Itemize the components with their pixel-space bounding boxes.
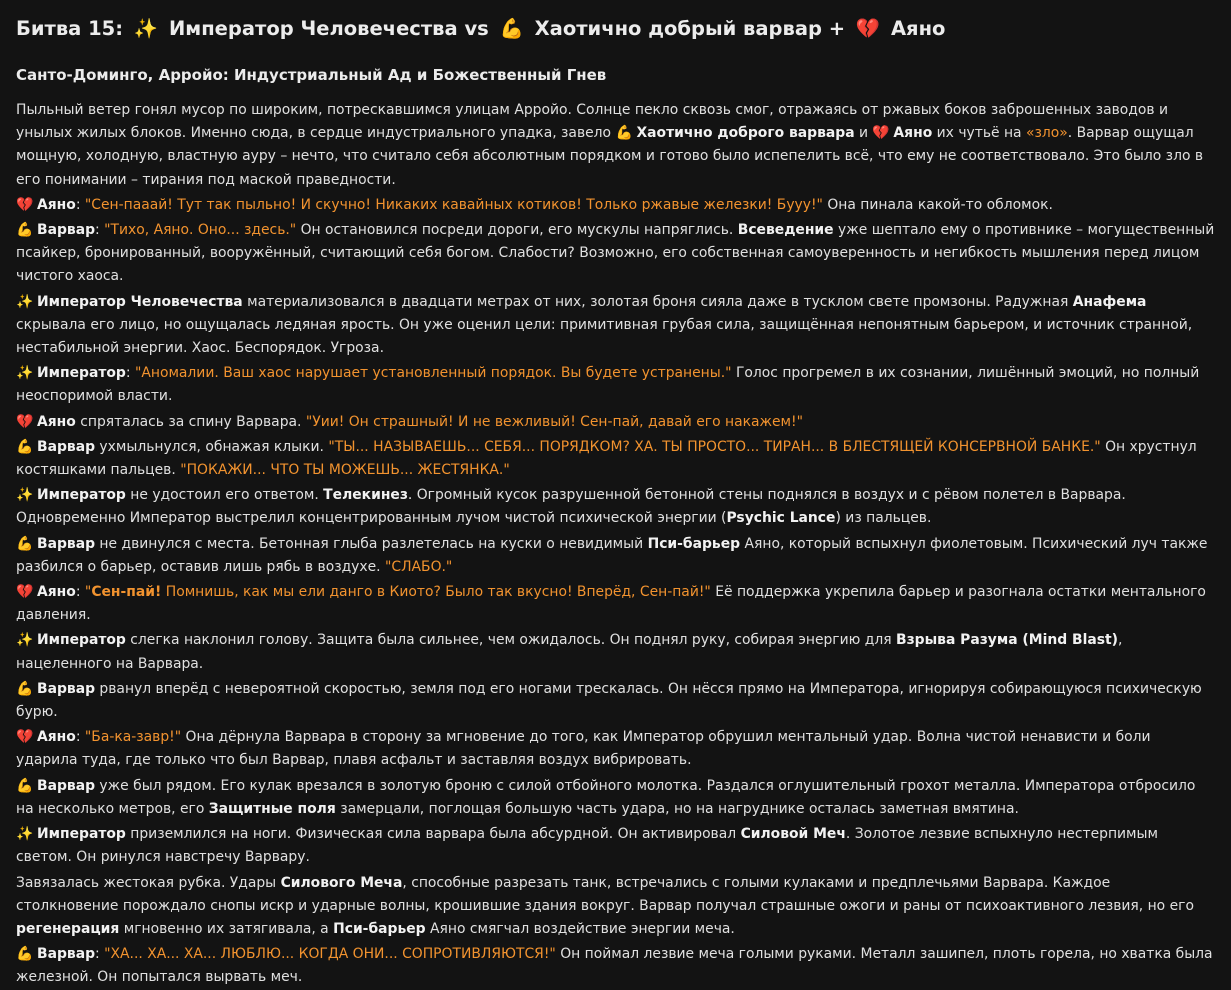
quote-text: "Уии! Он страшный! И не вежливый! Сен-пай, давай его накажем!" bbox=[305, 413, 803, 430]
story-paragraph bbox=[16, 99, 1215, 192]
flexed-biceps-icon: 💪 bbox=[16, 438, 34, 455]
story-paragraph bbox=[16, 436, 1215, 482]
body-text: : bbox=[75, 196, 85, 213]
quote-text: "ПОКАЖИ... ЧТО ТЫ МОЖЕШЬ... ЖЕСТЯНКА." bbox=[180, 462, 510, 479]
body-text: приземлился на ноги. Физическая сила варвара была абсурдной. Он активировал bbox=[125, 826, 741, 843]
body-text: . Огромный кусок разрушенной бетонной стены поднялся в воздух и с рёвом полетел в Варвара. Одновременно Император выстрелил концентрированным лучом чистой психической энергии ( bbox=[16, 487, 1126, 527]
body-text: и bbox=[854, 125, 873, 142]
bold-term: Аяно bbox=[37, 729, 76, 746]
story-paragraph bbox=[16, 872, 1215, 942]
quote-text: "ТЫ... НАЗЫВАЕШЬ... СЕБЯ... ПОРЯДКОМ? ХА. ТЫ ПРОСТО... ТИРАН... В БЛЕСТЯЩЕЙ КОНСЕРВНОЙ БАНКЕ." bbox=[328, 438, 1101, 455]
bold-term: Анафема bbox=[1072, 293, 1147, 310]
story-paragraph bbox=[16, 629, 1215, 675]
bold-term: Силовой Меч bbox=[740, 826, 846, 843]
page-title bbox=[16, 14, 1215, 44]
sparkles-icon: ✨ bbox=[16, 632, 34, 649]
broken-heart-icon: 💔 bbox=[16, 729, 34, 746]
story-paragraph bbox=[16, 533, 1215, 579]
story-paragraph bbox=[16, 943, 1215, 989]
story-body bbox=[16, 99, 1215, 990]
bold-term: Аяно bbox=[893, 125, 933, 142]
title-fighter-2: Хаотично добрый варвар + bbox=[534, 17, 846, 40]
bold-term: Варвар bbox=[37, 680, 96, 697]
body-text: , нацеленного на Варвара. bbox=[16, 632, 1123, 672]
title-fighter-1: Император Человечества vs bbox=[168, 17, 489, 40]
bold-term: Телекинез bbox=[323, 487, 408, 504]
body-text: : bbox=[75, 729, 85, 746]
broken-heart-icon: 💔 bbox=[16, 584, 34, 601]
body-text: уже шептало ему о противнике – могущественный псайкер, бронированный, вооружённый, считающий себя богом. Слабости? Возможно, его собственная самоуверенность и негибкость мышления перед лицом чистого хаоса. bbox=[16, 222, 1215, 285]
bold-term: Варвар bbox=[37, 946, 96, 963]
body-text: Она дёрнула Варвара в сторону за мгновение до того, как Император обрушил ментальный удар. Волна чистой ненависти и боли ударила туда, где только что был Варвар, плавя асфальт и заставляя воздух вибрировать. bbox=[16, 729, 1151, 769]
broken-heart-icon: 💔 bbox=[855, 17, 881, 40]
body-text: замерцали, поглощая большую часть удара, но на нагруднике осталась заметная вмятина. bbox=[335, 800, 1019, 817]
body-text: Пыльный ветер гонял мусор по широким, потрескавшимся улицам Арройо. Солнце пекло сквозь смог, отражаясь от ржавых боков заброшенных заводов и унылых жилых блоков. Именно сюда, в сердце индустриального упадка, завело bbox=[16, 102, 1168, 142]
bold-term: Варвар bbox=[37, 438, 96, 455]
bold-term: Варвар bbox=[37, 535, 96, 552]
story-paragraph bbox=[16, 194, 1215, 217]
flexed-biceps-icon: 💪 bbox=[16, 222, 34, 239]
bold-term: Император Человечества bbox=[37, 293, 243, 310]
body-text: Аяно, который вспыхнул фиолетовым. Психический луч также разбился о барьер, оставив лишь рябь в воздухе. bbox=[16, 535, 1208, 575]
bold-term: Пси-барьер bbox=[647, 535, 741, 552]
flexed-biceps-icon: 💪 bbox=[16, 535, 34, 552]
story-paragraph bbox=[16, 726, 1215, 772]
bold-term: Psychic Lance bbox=[726, 510, 836, 527]
body-text: материализовался в двадцати метрах от них, золотая броня сияла даже в тусклом свете промзоны. Радужная bbox=[242, 293, 1073, 310]
quote-text: "Тихо, Аяно. Оно... здесь." bbox=[104, 222, 297, 239]
quote-text: Помнишь, как мы ели данго в Киото? Было так вкусно! Вперёд, Сен-пай!" bbox=[161, 584, 711, 601]
quote-text: "ХА... ХА... ХА... ЛЮБЛЮ... КОГДА ОНИ... СОПРОТИВЛЯЮТСЯ!" bbox=[104, 946, 556, 963]
bold-term: Аяно bbox=[37, 413, 76, 430]
body-text: уже был рядом. Его кулак врезался в золотую броню с силой отбойного молотка. Раздался оглушительный грохот металла. Императора отбросило на несколько метров, его bbox=[16, 777, 1196, 817]
body-text: : bbox=[95, 222, 105, 239]
body-text: слегка наклонил голову. Защита была сильнее, чем ожидалось. Он поднял руку, собирая энергию для bbox=[125, 632, 896, 649]
quote-text: " bbox=[84, 584, 92, 601]
sparkles-icon: ✨ bbox=[16, 293, 34, 310]
quote-text: "Аномалии. Ваш хаос нарушает установленный порядок. Вы будете устранены." bbox=[134, 365, 732, 382]
body-text: Он остановился посреди дороги, его мускулы напряглись. bbox=[296, 222, 738, 239]
broken-heart-icon: 💔 bbox=[16, 196, 34, 213]
body-text: не удостоил его ответом. bbox=[125, 487, 324, 504]
story-paragraph bbox=[16, 484, 1215, 530]
flexed-biceps-icon: 💪 bbox=[16, 680, 34, 697]
quote-text: "Ба-ка-завр!" bbox=[84, 729, 182, 746]
body-text: Он поймал лезвие меча голыми руками. Металл зашипел, плоть горела, но хватка была железной. Он попытался вырвать меч. bbox=[16, 946, 1213, 986]
body-text: спряталась за спину Варвара. bbox=[75, 413, 306, 430]
title-prefix: Битва 15: bbox=[16, 17, 124, 40]
sparkles-icon: ✨ bbox=[133, 17, 159, 40]
story-paragraph bbox=[16, 823, 1215, 869]
bold-term: Аяно bbox=[37, 196, 76, 213]
quote-text: «зло» bbox=[1026, 125, 1068, 142]
body-text: , способные разрезать танк, встречались с голыми кулаками и предплечьями Варвара. Каждое столкновение порождало снопы искр и ударные волны, крошившие здания вокруг. Варвар получал страшные ожоги и раны от психоактивного лезвия, но его bbox=[16, 874, 1194, 914]
bold-term: Император bbox=[37, 632, 126, 649]
flexed-biceps-icon: 💪 bbox=[16, 946, 34, 963]
bold-term: Пси-барьер bbox=[333, 920, 426, 937]
section-subtitle: Санто-Доминго, Арройо: Индустриальный Ад и Божественный Гнев bbox=[16, 66, 607, 84]
body-text: ) из пальцев. bbox=[835, 510, 932, 527]
body-text: : bbox=[125, 365, 135, 382]
story-paragraph bbox=[16, 775, 1215, 821]
body-text: : bbox=[95, 946, 105, 963]
body-text: мгновенно их затягивала, а bbox=[119, 920, 334, 937]
flexed-biceps-icon: 💪 bbox=[615, 125, 633, 142]
body-text: Аяно смягчал воздействие энергии меча. bbox=[425, 920, 735, 937]
body-text: . Золотое лезвие вспыхнуло нестерпимым светом. Он ринулся навстречу Варвару. bbox=[16, 826, 1158, 866]
bold-term: Аяно bbox=[37, 584, 76, 601]
body-text: рванул вперёд с невероятной скоростью, земля под его ногами трескалась. Он нёсся прямо на Императора, игнорируя собирающуюся психическую бурю. bbox=[16, 680, 1202, 721]
broken-heart-icon: 💔 bbox=[16, 413, 34, 430]
bold-term: Защитные поля bbox=[208, 800, 336, 817]
bold-term: Варвар bbox=[37, 777, 96, 794]
sparkles-icon: ✨ bbox=[16, 487, 34, 504]
bold-term: регенерация bbox=[16, 920, 120, 937]
body-text: Её поддержка укрепила барьер и разогнала остатки ментального давления. bbox=[16, 584, 1206, 624]
bold-term: Варвар bbox=[37, 222, 96, 239]
bold-term: Хаотично доброго варвара bbox=[636, 125, 855, 142]
broken-heart-icon: 💔 bbox=[872, 125, 890, 142]
story-paragraph bbox=[16, 411, 1215, 434]
bold-term: Силового Меча bbox=[280, 874, 403, 891]
story-paragraph bbox=[16, 291, 1215, 361]
body-text: не двинулся с места. Бетонная глыба разлетелась на куски о невидимый bbox=[95, 535, 648, 552]
story-paragraph bbox=[16, 678, 1215, 724]
bold-term: Взрыва Разума (Mind Blast) bbox=[896, 632, 1118, 649]
story-paragraph bbox=[16, 362, 1215, 408]
flexed-biceps-icon: 💪 bbox=[16, 777, 34, 794]
body-text: Он хрустнул костяшками пальцев. bbox=[16, 438, 1197, 479]
body-text: Завязалась жестокая рубка. Удары bbox=[16, 874, 281, 891]
body-text: : bbox=[75, 584, 85, 601]
flexed-biceps-icon: 💪 bbox=[499, 17, 524, 40]
body-text: Голос прогремел в их сознании, лишённый эмоций, но полный неоспоримой власти. bbox=[16, 365, 1200, 405]
body-text: Она пинала какой-то обломок. bbox=[822, 196, 1053, 213]
body-text: их чутьё на bbox=[932, 125, 1026, 142]
quote-text-bold: Сен-пай! bbox=[91, 584, 162, 601]
bold-term: Император bbox=[37, 365, 126, 382]
bold-term: Император bbox=[37, 826, 126, 843]
story-paragraph bbox=[16, 581, 1215, 627]
bold-term: Всеведение bbox=[737, 222, 834, 239]
quote-text: "Сен-пааай! Тут так пыльно! И скучно! Никаких кавайных котиков! Только ржавые железки! Бууу!" bbox=[84, 196, 823, 213]
story-paragraph bbox=[16, 219, 1215, 289]
sparkles-icon: ✨ bbox=[16, 826, 34, 843]
quote-text: "СЛАБО." bbox=[385, 558, 453, 575]
bold-term: Император bbox=[37, 487, 126, 504]
body-text: ухмыльнулся, обнажая клыки. bbox=[95, 438, 329, 455]
body-text: . Варвар ощущал мощную, холодную, властную ауру – нечто, что считало себя абсолютным порядком и готово было испепелить всё, что ему не соответствовало. Это было зло в его понимании – тирания под маской праведности. bbox=[16, 125, 1204, 188]
title-fighter-3: Аяно bbox=[890, 17, 946, 40]
body-text: скрывала его лицо, но ощущалась ледяная ярость. Он уже оценил цели: примитивная грубая сила, защищённая непонятным барьером, и источник странной, нестабильной энергии. Хаос. Беспорядок. Угроза. bbox=[16, 316, 1193, 357]
sparkles-icon: ✨ bbox=[16, 365, 34, 382]
